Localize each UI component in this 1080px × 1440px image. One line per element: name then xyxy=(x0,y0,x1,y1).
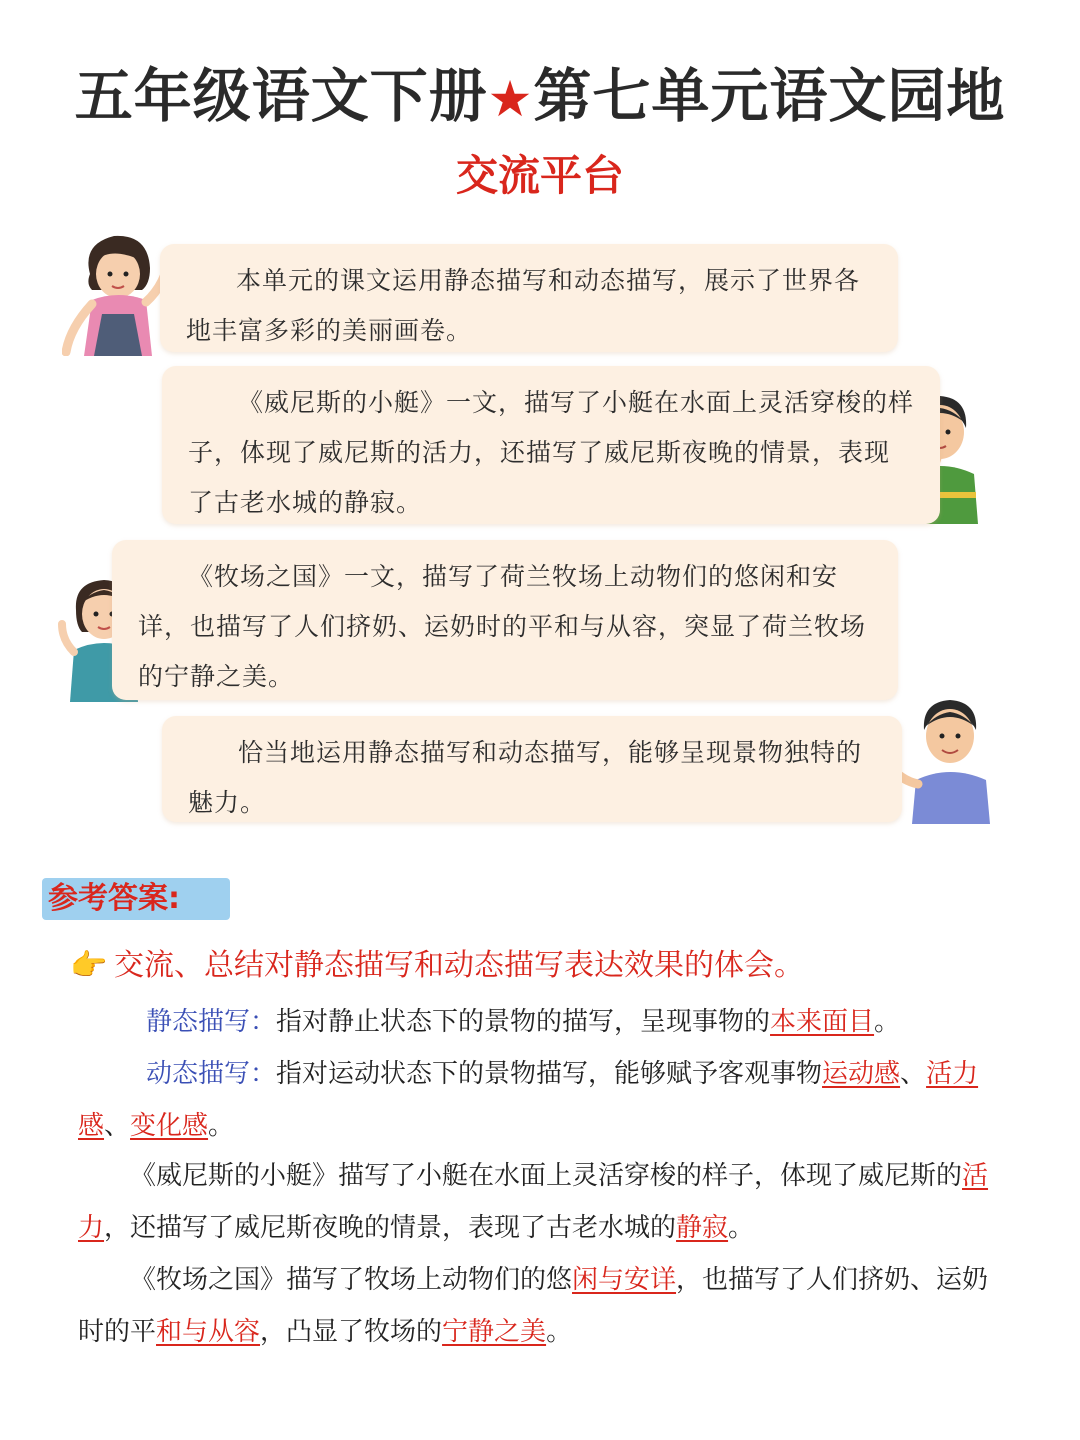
static-label: 静态描写： xyxy=(146,1007,277,1037)
static-text: 指对静止状态下的景物的描写，呈现事物的 xyxy=(276,1007,771,1037)
speech-bubble-pasture xyxy=(112,540,898,700)
star-icon: ★ xyxy=(487,70,534,128)
speech-bubble-venice xyxy=(162,366,940,524)
pointing-hand-icon: 👉 xyxy=(70,948,108,983)
answer-keyword: 和与从容 xyxy=(156,1317,261,1347)
answer-keyword: 运动感 xyxy=(822,1059,901,1089)
answer-keyword: 活力 xyxy=(78,1161,989,1243)
answer-keyword: 宁静之美 xyxy=(442,1317,547,1347)
static-description-answer: 静态描写：指对静止状态下的景物的描写，呈现事物的本来面目。 xyxy=(146,1007,901,1037)
bubble-text: 《牧场之国》一文，描写了荷兰牧场上动物们的悠闲和安详，也描写了人们挤奶、运奶时的平和与从容，突显了荷兰牧场的宁静之美。 xyxy=(138,562,867,691)
answer-heading: 交流、总结对静态描写和动态描写表达效果的体会。 xyxy=(114,948,804,983)
pasture-answer: 《牧场之国》描写了牧场上动物们的悠闲与安详，也描写了人们挤奶、运奶时的平和与从容，凸显了牧场的宁静之美。 xyxy=(78,1265,989,1347)
bubble-text: 恰当地运用静态描写和动态描写，能够呈现景物独特的魅力。 xyxy=(188,738,863,817)
answer-tag: 参考答案: xyxy=(42,878,230,920)
dynamic-text: 指对运动状态下的景物描写，能够赋予客观事物 xyxy=(276,1059,823,1089)
title-left: 五年级语文下册 xyxy=(74,62,488,130)
venice-answer: 《威尼斯的小艇》描写了小艇在水面上灵活穿梭的样子，体现了威尼斯的活力，还描写了威尼斯夜晚的情景，表现了古老水城的静寂。 xyxy=(78,1161,989,1243)
speech-bubble-conclusion xyxy=(162,716,902,822)
section-subtitle: 交流平台 xyxy=(455,151,624,200)
bubble-text: 本单元的课文运用静态描写和动态描写，展示了世界各地丰富多彩的美丽画卷。 xyxy=(186,266,861,345)
speech-bubble-intro xyxy=(160,244,898,352)
bubble-text: 《威尼斯的小艇》一文，描写了小艇在水面上灵活穿梭的样子，体现了威尼斯的活力，还描写了威尼斯夜晚的情景，表现了古老水城的静寂。 xyxy=(188,388,915,517)
answer-keyword: 活力感 xyxy=(78,1059,979,1141)
answer-keyword: 变化感 xyxy=(130,1111,209,1141)
title-right: 第七单元语文园地 xyxy=(533,62,1006,130)
page-title xyxy=(0,58,1080,137)
answer-keyword: 静寂 xyxy=(676,1213,729,1243)
answer-keyword: 闲与安详 xyxy=(572,1265,677,1295)
answer-keyword: 本来面目 xyxy=(770,1007,875,1037)
dynamic-description-answer: 动态描写：指对运动状态下的景物描写，能够赋予客观事物运动感、活力感、变化感。 xyxy=(78,1059,979,1141)
dynamic-label: 动态描写： xyxy=(146,1059,277,1089)
